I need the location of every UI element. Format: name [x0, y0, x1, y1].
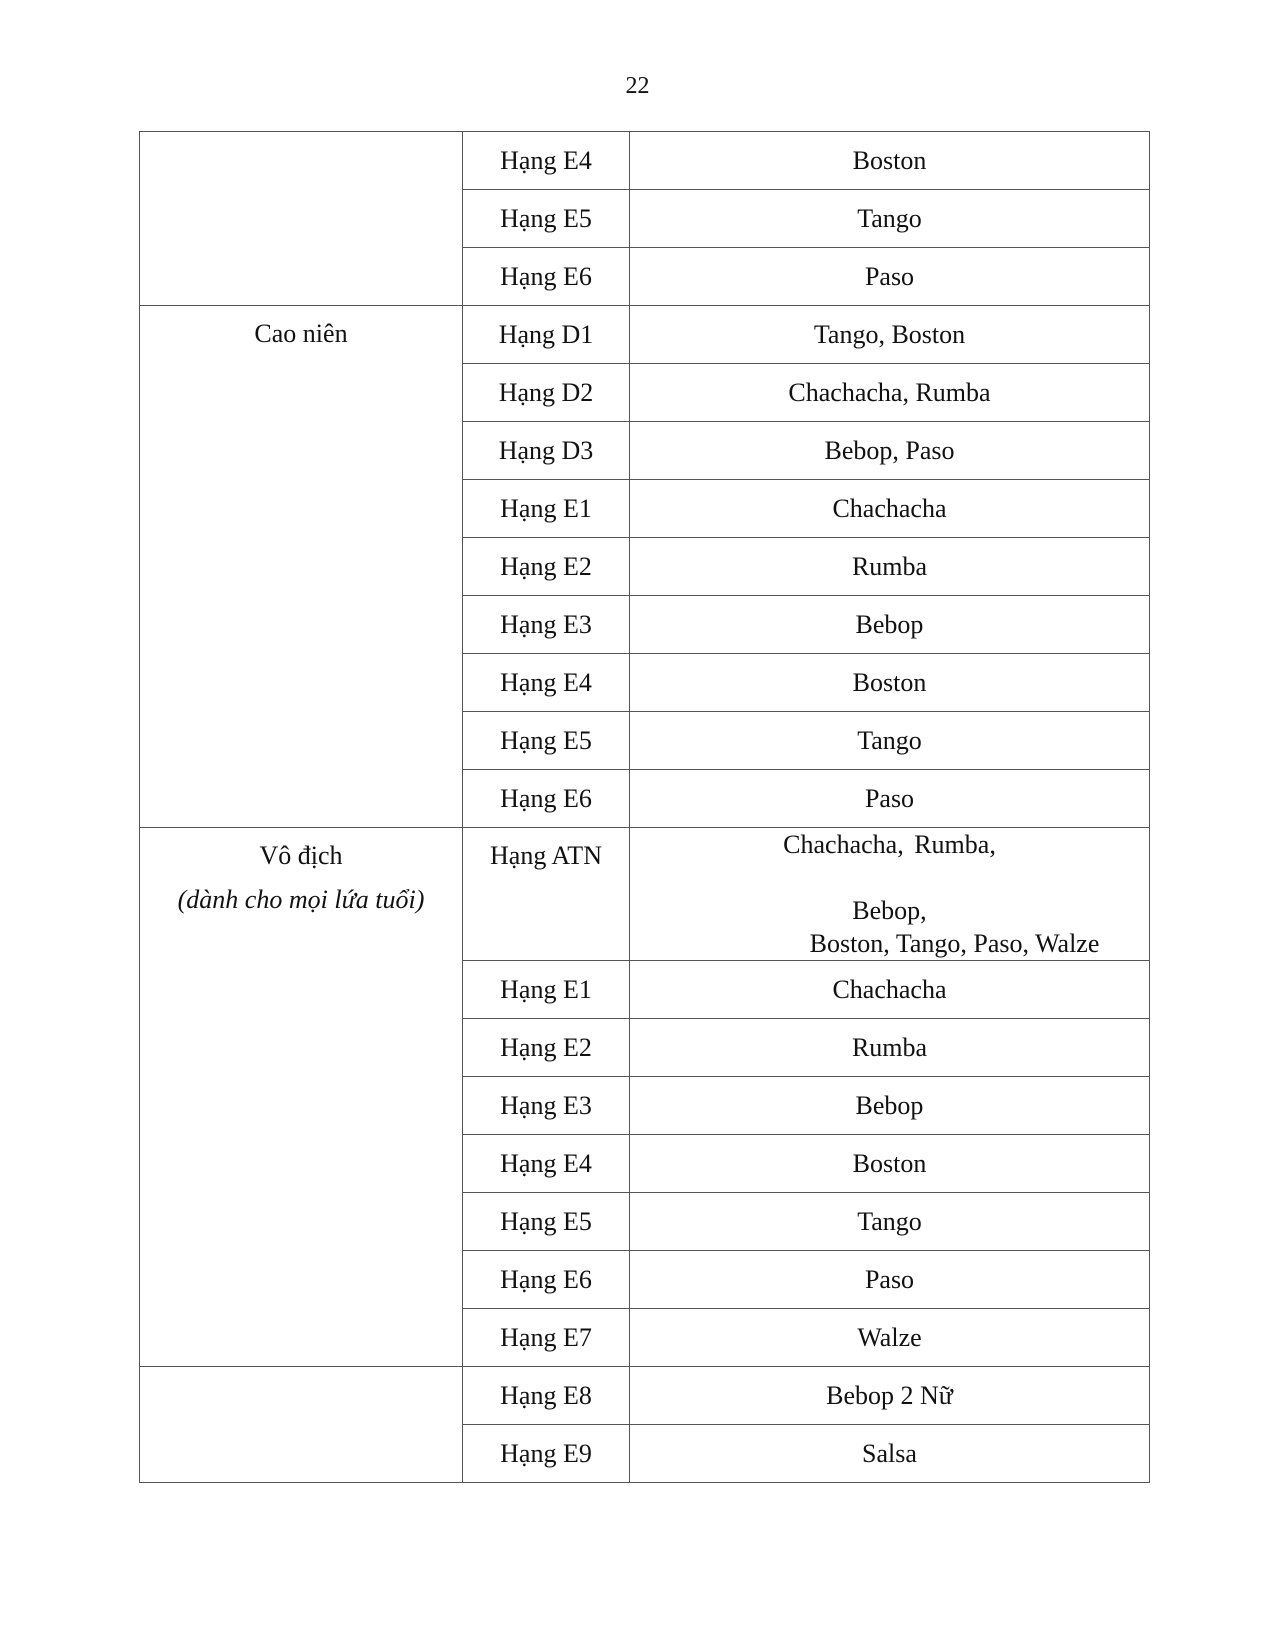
dance-cell: Boston — [630, 132, 1150, 190]
grade-cell: Hạng E4 — [463, 132, 630, 190]
grade-cell: Hạng ATN — [463, 828, 630, 961]
dance-list-line-2: Boston, Tango, Paso, Walze — [809, 929, 1100, 958]
group-cell-vo-dich — [140, 828, 463, 1367]
grade-cell: Hạng E5 — [463, 712, 630, 770]
dance-cell: Bebop 2 Nữ — [630, 1367, 1150, 1425]
grade-cell: Hạng E6 — [463, 1251, 630, 1309]
dance-list-line-1 — [630, 828, 1149, 927]
table-row — [140, 306, 1150, 364]
table-row — [140, 1367, 1150, 1425]
grade-cell: Hạng E6 — [463, 248, 630, 306]
grade-cell: Hạng E6 — [463, 770, 630, 828]
grade-cell: Hạng E4 — [463, 1135, 630, 1193]
dance-cell: Salsa — [630, 1425, 1150, 1483]
group-name: Cao niên — [254, 319, 348, 348]
grade-cell: Hạng E5 — [463, 1193, 630, 1251]
group-cell-continued — [140, 132, 463, 306]
page-number: 22 — [625, 73, 650, 99]
dance-cell: Tango — [630, 712, 1150, 770]
table-row — [140, 132, 1150, 190]
competition-table — [139, 131, 1150, 1483]
dance-cell: Chachacha, Rumba — [630, 364, 1150, 422]
grade-cell: Hạng E9 — [463, 1425, 630, 1483]
grade-cell: Hạng E2 — [463, 1019, 630, 1077]
group-note: (dành cho mọi lứa tuổi) — [177, 885, 425, 914]
dance-cell: Tango, Boston — [630, 306, 1150, 364]
dance-cell: Boston — [630, 654, 1150, 712]
dance-list — [630, 828, 1149, 960]
dance-cell: Tango — [630, 1193, 1150, 1251]
dance-cell: Bebop — [630, 1077, 1150, 1135]
grade-cell: Hạng E2 — [463, 538, 630, 596]
dance-list-part: Bebop, — [852, 896, 927, 925]
dance-cell: Chachacha — [630, 961, 1150, 1019]
dance-cell: Paso — [630, 248, 1150, 306]
dance-cell — [630, 828, 1150, 961]
group-cell-cao-nien — [140, 306, 463, 828]
grade-cell: Hạng E7 — [463, 1309, 630, 1367]
dance-cell: Walze — [630, 1309, 1150, 1367]
group-name: Vô địch — [259, 841, 343, 870]
grade-cell: Hạng E3 — [463, 1077, 630, 1135]
dance-cell: Rumba — [630, 538, 1150, 596]
dance-list-part: Chachacha, Rumba, — [783, 830, 996, 859]
grade-cell: Hạng D3 — [463, 422, 630, 480]
grade-cell: Hạng E5 — [463, 190, 630, 248]
dance-cell: Rumba — [630, 1019, 1150, 1077]
grade-cell: Hạng E1 — [463, 480, 630, 538]
dance-cell: Paso — [630, 770, 1150, 828]
group-cell-unlabeled — [140, 1367, 463, 1483]
dance-cell: Boston — [630, 1135, 1150, 1193]
grade-cell: Hạng E3 — [463, 596, 630, 654]
dance-cell: Paso — [630, 1251, 1150, 1309]
dance-cell: Bebop, Paso — [630, 422, 1150, 480]
grade-cell: Hạng E8 — [463, 1367, 630, 1425]
grade-cell: Hạng D2 — [463, 364, 630, 422]
dance-cell: Chachacha — [630, 480, 1150, 538]
grade-cell: Hạng E4 — [463, 654, 630, 712]
table-row — [140, 828, 1150, 961]
grade-cell: Hạng E1 — [463, 961, 630, 1019]
dance-cell: Bebop — [630, 596, 1150, 654]
dance-cell: Tango — [630, 190, 1150, 248]
grade-cell: Hạng D1 — [463, 306, 630, 364]
